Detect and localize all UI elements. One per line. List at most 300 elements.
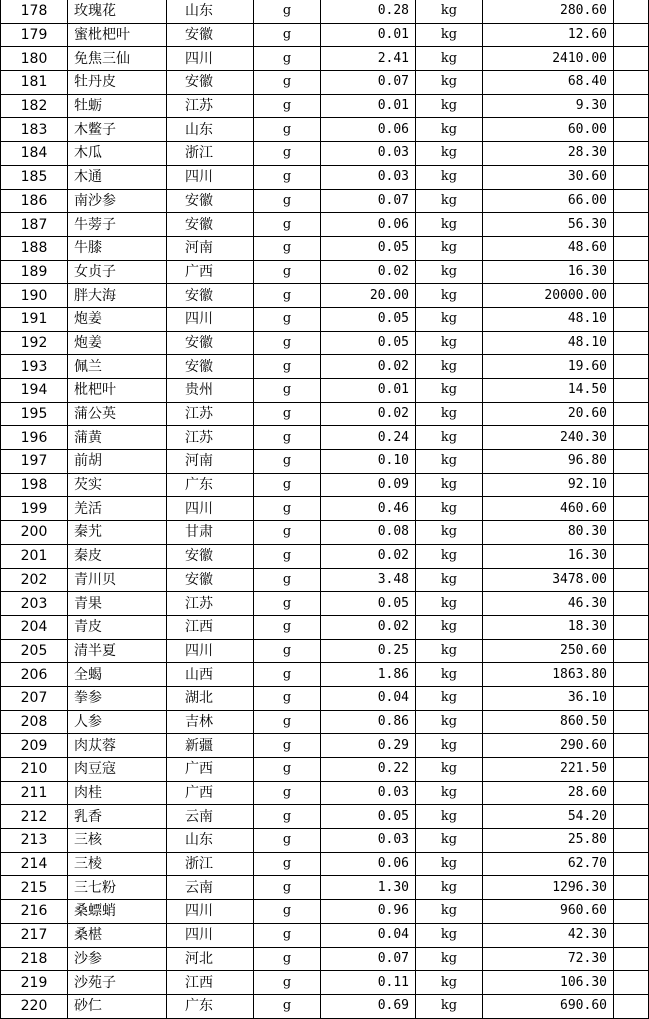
table-row bbox=[1, 23, 649, 47]
price-unit-cell: kg bbox=[416, 592, 483, 616]
row-number-cell: 202 bbox=[1, 568, 68, 592]
origin-province-cell: 四川 bbox=[167, 165, 254, 189]
quantity-cell: 0.02 bbox=[321, 544, 416, 568]
herb-name-cell: 胖大海 bbox=[68, 284, 167, 308]
blank-cell bbox=[614, 876, 649, 900]
table-row bbox=[1, 236, 649, 260]
herb-name-cell: 免焦三仙 bbox=[68, 47, 167, 71]
table-row bbox=[1, 781, 649, 805]
price-unit-cell: kg bbox=[416, 473, 483, 497]
amount-cell: 16.30 bbox=[483, 260, 614, 284]
herb-name-cell: 枇杷叶 bbox=[68, 379, 167, 403]
herb-name-cell: 秦皮 bbox=[68, 544, 167, 568]
blank-cell bbox=[614, 213, 649, 237]
quantity-cell: 1.30 bbox=[321, 876, 416, 900]
blank-cell bbox=[614, 686, 649, 710]
dose-unit-cell: g bbox=[254, 0, 321, 23]
blank-cell bbox=[614, 0, 649, 23]
row-number-cell: 178 bbox=[1, 0, 68, 23]
amount-cell: 16.30 bbox=[483, 544, 614, 568]
herb-name-cell: 蒲黄 bbox=[68, 426, 167, 450]
herb-name-cell: 青皮 bbox=[68, 615, 167, 639]
dose-unit-cell: g bbox=[254, 947, 321, 971]
dose-unit-cell: g bbox=[254, 260, 321, 284]
price-unit-cell: kg bbox=[416, 189, 483, 213]
herb-name-cell: 拳参 bbox=[68, 686, 167, 710]
row-number-cell: 216 bbox=[1, 900, 68, 924]
row-number-cell: 196 bbox=[1, 426, 68, 450]
quantity-cell: 0.05 bbox=[321, 805, 416, 829]
row-number-cell: 218 bbox=[1, 947, 68, 971]
table-row bbox=[1, 189, 649, 213]
herb-name-cell: 清半夏 bbox=[68, 639, 167, 663]
blank-cell bbox=[614, 758, 649, 782]
price-unit-cell: kg bbox=[416, 118, 483, 142]
blank-cell bbox=[614, 355, 649, 379]
herb-name-cell: 三七粉 bbox=[68, 876, 167, 900]
row-number-cell: 192 bbox=[1, 331, 68, 355]
dose-unit-cell: g bbox=[254, 568, 321, 592]
dose-unit-cell: g bbox=[254, 284, 321, 308]
herb-name-cell: 肉豆寇 bbox=[68, 758, 167, 782]
amount-cell: 960.60 bbox=[483, 900, 614, 924]
table-row bbox=[1, 900, 649, 924]
quantity-cell: 0.29 bbox=[321, 734, 416, 758]
row-number-cell: 186 bbox=[1, 189, 68, 213]
row-number-cell: 213 bbox=[1, 829, 68, 853]
quantity-cell: 0.03 bbox=[321, 829, 416, 853]
row-number-cell: 180 bbox=[1, 47, 68, 71]
blank-cell bbox=[614, 900, 649, 924]
blank-cell bbox=[614, 402, 649, 426]
dose-unit-cell: g bbox=[254, 615, 321, 639]
row-number-cell: 182 bbox=[1, 94, 68, 118]
herb-name-cell: 肉苁蓉 bbox=[68, 734, 167, 758]
row-number-cell: 211 bbox=[1, 781, 68, 805]
herb-name-cell: 炮姜 bbox=[68, 307, 167, 331]
amount-cell: 19.60 bbox=[483, 355, 614, 379]
origin-province-cell: 安徽 bbox=[167, 23, 254, 47]
origin-province-cell: 安徽 bbox=[167, 355, 254, 379]
table-row bbox=[1, 876, 649, 900]
blank-cell bbox=[614, 923, 649, 947]
origin-province-cell: 安徽 bbox=[167, 213, 254, 237]
table-row bbox=[1, 331, 649, 355]
dose-unit-cell: g bbox=[254, 805, 321, 829]
quantity-cell: 0.06 bbox=[321, 213, 416, 237]
row-number-cell: 188 bbox=[1, 236, 68, 260]
blank-cell bbox=[614, 994, 649, 1018]
row-number-cell: 207 bbox=[1, 686, 68, 710]
quantity-cell: 0.07 bbox=[321, 71, 416, 95]
price-unit-cell: kg bbox=[416, 236, 483, 260]
row-number-cell: 191 bbox=[1, 307, 68, 331]
blank-cell bbox=[614, 829, 649, 853]
row-number-cell: 219 bbox=[1, 971, 68, 995]
dose-unit-cell: g bbox=[254, 47, 321, 71]
row-number-cell: 212 bbox=[1, 805, 68, 829]
amount-cell: 54.20 bbox=[483, 805, 614, 829]
price-unit-cell: kg bbox=[416, 307, 483, 331]
row-number-cell: 193 bbox=[1, 355, 68, 379]
blank-cell bbox=[614, 379, 649, 403]
amount-cell: 25.80 bbox=[483, 829, 614, 853]
blank-cell bbox=[614, 497, 649, 521]
price-unit-cell: kg bbox=[416, 686, 483, 710]
origin-province-cell: 山东 bbox=[167, 829, 254, 853]
quantity-cell: 0.03 bbox=[321, 781, 416, 805]
origin-province-cell: 吉林 bbox=[167, 710, 254, 734]
table-row bbox=[1, 307, 649, 331]
blank-cell bbox=[614, 639, 649, 663]
dose-unit-cell: g bbox=[254, 734, 321, 758]
table-row bbox=[1, 686, 649, 710]
price-unit-cell: kg bbox=[416, 379, 483, 403]
blank-cell bbox=[614, 592, 649, 616]
amount-cell: 96.80 bbox=[483, 450, 614, 474]
price-unit-cell: kg bbox=[416, 781, 483, 805]
amount-cell: 9.30 bbox=[483, 94, 614, 118]
blank-cell bbox=[614, 165, 649, 189]
row-number-cell: 198 bbox=[1, 473, 68, 497]
row-number-cell: 190 bbox=[1, 284, 68, 308]
origin-province-cell: 江苏 bbox=[167, 426, 254, 450]
origin-province-cell: 新疆 bbox=[167, 734, 254, 758]
price-unit-cell: kg bbox=[416, 47, 483, 71]
amount-cell: 48.10 bbox=[483, 331, 614, 355]
blank-cell bbox=[614, 450, 649, 474]
dose-unit-cell: g bbox=[254, 307, 321, 331]
table-row bbox=[1, 592, 649, 616]
blank-cell bbox=[614, 94, 649, 118]
dose-unit-cell: g bbox=[254, 758, 321, 782]
quantity-cell: 0.28 bbox=[321, 0, 416, 23]
price-unit-cell: kg bbox=[416, 971, 483, 995]
amount-cell: 2410.00 bbox=[483, 47, 614, 71]
origin-province-cell: 江苏 bbox=[167, 402, 254, 426]
dose-unit-cell: g bbox=[254, 971, 321, 995]
dose-unit-cell: g bbox=[254, 71, 321, 95]
amount-cell: 20000.00 bbox=[483, 284, 614, 308]
dose-unit-cell: g bbox=[254, 189, 321, 213]
amount-cell: 56.30 bbox=[483, 213, 614, 237]
quantity-cell: 0.05 bbox=[321, 236, 416, 260]
quantity-cell: 0.24 bbox=[321, 426, 416, 450]
origin-province-cell: 广西 bbox=[167, 781, 254, 805]
row-number-cell: 189 bbox=[1, 260, 68, 284]
herb-name-cell: 牡丹皮 bbox=[68, 71, 167, 95]
amount-cell: 36.10 bbox=[483, 686, 614, 710]
amount-cell: 28.30 bbox=[483, 142, 614, 166]
dose-unit-cell: g bbox=[254, 165, 321, 189]
blank-cell bbox=[614, 734, 649, 758]
amount-cell: 18.30 bbox=[483, 615, 614, 639]
row-number-cell: 200 bbox=[1, 521, 68, 545]
origin-province-cell: 四川 bbox=[167, 639, 254, 663]
amount-cell: 250.60 bbox=[483, 639, 614, 663]
row-number-cell: 201 bbox=[1, 544, 68, 568]
price-unit-cell: kg bbox=[416, 71, 483, 95]
origin-province-cell: 安徽 bbox=[167, 568, 254, 592]
origin-province-cell: 安徽 bbox=[167, 189, 254, 213]
amount-cell: 290.60 bbox=[483, 734, 614, 758]
blank-cell bbox=[614, 23, 649, 47]
origin-province-cell: 河南 bbox=[167, 236, 254, 260]
table-row bbox=[1, 615, 649, 639]
row-number-cell: 203 bbox=[1, 592, 68, 616]
quantity-cell: 0.96 bbox=[321, 900, 416, 924]
price-unit-cell: kg bbox=[416, 402, 483, 426]
amount-cell: 14.50 bbox=[483, 379, 614, 403]
herb-name-cell: 羌活 bbox=[68, 497, 167, 521]
quantity-cell: 0.69 bbox=[321, 994, 416, 1018]
blank-cell bbox=[614, 260, 649, 284]
amount-cell: 221.50 bbox=[483, 758, 614, 782]
dose-unit-cell: g bbox=[254, 379, 321, 403]
herb-name-cell: 蜜枇杷叶 bbox=[68, 23, 167, 47]
table-row bbox=[1, 497, 649, 521]
table-row bbox=[1, 639, 649, 663]
quantity-cell: 0.86 bbox=[321, 710, 416, 734]
origin-province-cell: 云南 bbox=[167, 805, 254, 829]
dose-unit-cell: g bbox=[254, 663, 321, 687]
herb-name-cell: 牛蒡子 bbox=[68, 213, 167, 237]
herb-name-cell: 沙参 bbox=[68, 947, 167, 971]
amount-cell: 20.60 bbox=[483, 402, 614, 426]
quantity-cell: 0.05 bbox=[321, 331, 416, 355]
row-number-cell: 184 bbox=[1, 142, 68, 166]
table-row bbox=[1, 165, 649, 189]
amount-cell: 3478.00 bbox=[483, 568, 614, 592]
amount-cell: 12.60 bbox=[483, 23, 614, 47]
dose-unit-cell: g bbox=[254, 639, 321, 663]
price-unit-cell: kg bbox=[416, 497, 483, 521]
quantity-cell: 0.07 bbox=[321, 947, 416, 971]
row-number-cell: 194 bbox=[1, 379, 68, 403]
price-unit-cell: kg bbox=[416, 994, 483, 1018]
price-unit-cell: kg bbox=[416, 521, 483, 545]
dose-unit-cell: g bbox=[254, 402, 321, 426]
table-row bbox=[1, 521, 649, 545]
row-number-cell: 181 bbox=[1, 71, 68, 95]
table-row bbox=[1, 0, 649, 23]
quantity-cell: 0.02 bbox=[321, 355, 416, 379]
dose-unit-cell: g bbox=[254, 900, 321, 924]
dose-unit-cell: g bbox=[254, 521, 321, 545]
price-unit-cell: kg bbox=[416, 947, 483, 971]
price-unit-cell: kg bbox=[416, 142, 483, 166]
dose-unit-cell: g bbox=[254, 473, 321, 497]
price-unit-cell: kg bbox=[416, 923, 483, 947]
row-number-cell: 208 bbox=[1, 710, 68, 734]
herb-name-cell: 桑椹 bbox=[68, 923, 167, 947]
origin-province-cell: 安徽 bbox=[167, 284, 254, 308]
quantity-cell: 0.08 bbox=[321, 521, 416, 545]
amount-cell: 106.30 bbox=[483, 971, 614, 995]
dose-unit-cell: g bbox=[254, 544, 321, 568]
row-number-cell: 215 bbox=[1, 876, 68, 900]
amount-cell: 46.30 bbox=[483, 592, 614, 616]
amount-cell: 860.50 bbox=[483, 710, 614, 734]
herb-name-cell: 玫瑰花 bbox=[68, 0, 167, 23]
table-row bbox=[1, 118, 649, 142]
quantity-cell: 2.41 bbox=[321, 47, 416, 71]
herb-name-cell: 三核 bbox=[68, 829, 167, 853]
herb-name-cell: 炮姜 bbox=[68, 331, 167, 355]
table-row bbox=[1, 402, 649, 426]
herb-name-cell: 前胡 bbox=[68, 450, 167, 474]
quantity-cell: 0.22 bbox=[321, 758, 416, 782]
blank-cell bbox=[614, 663, 649, 687]
dose-unit-cell: g bbox=[254, 852, 321, 876]
price-unit-cell: kg bbox=[416, 615, 483, 639]
blank-cell bbox=[614, 307, 649, 331]
dose-unit-cell: g bbox=[254, 355, 321, 379]
row-number-cell: 199 bbox=[1, 497, 68, 521]
quantity-cell: 0.25 bbox=[321, 639, 416, 663]
quantity-cell: 0.03 bbox=[321, 142, 416, 166]
blank-cell bbox=[614, 521, 649, 545]
quantity-cell: 0.06 bbox=[321, 118, 416, 142]
quantity-cell: 0.03 bbox=[321, 165, 416, 189]
amount-cell: 92.10 bbox=[483, 473, 614, 497]
dose-unit-cell: g bbox=[254, 331, 321, 355]
herb-name-cell: 芡实 bbox=[68, 473, 167, 497]
origin-province-cell: 甘肃 bbox=[167, 521, 254, 545]
row-number-cell: 195 bbox=[1, 402, 68, 426]
origin-province-cell: 广西 bbox=[167, 260, 254, 284]
blank-cell bbox=[614, 142, 649, 166]
origin-province-cell: 云南 bbox=[167, 876, 254, 900]
blank-cell bbox=[614, 781, 649, 805]
table-row bbox=[1, 805, 649, 829]
table-row bbox=[1, 450, 649, 474]
origin-province-cell: 四川 bbox=[167, 307, 254, 331]
herb-name-cell: 人参 bbox=[68, 710, 167, 734]
amount-cell: 72.30 bbox=[483, 947, 614, 971]
herb-name-cell: 沙苑子 bbox=[68, 971, 167, 995]
quantity-cell: 1.86 bbox=[321, 663, 416, 687]
amount-cell: 60.00 bbox=[483, 118, 614, 142]
price-unit-cell: kg bbox=[416, 900, 483, 924]
row-number-cell: 183 bbox=[1, 118, 68, 142]
origin-province-cell: 浙江 bbox=[167, 142, 254, 166]
row-number-cell: 187 bbox=[1, 213, 68, 237]
quantity-cell: 0.06 bbox=[321, 852, 416, 876]
blank-cell bbox=[614, 331, 649, 355]
table-row bbox=[1, 971, 649, 995]
amount-cell: 68.40 bbox=[483, 71, 614, 95]
price-unit-cell: kg bbox=[416, 426, 483, 450]
quantity-cell: 0.01 bbox=[321, 94, 416, 118]
dose-unit-cell: g bbox=[254, 686, 321, 710]
herb-name-cell: 南沙参 bbox=[68, 189, 167, 213]
table-row bbox=[1, 473, 649, 497]
quantity-cell: 0.11 bbox=[321, 971, 416, 995]
dose-unit-cell: g bbox=[254, 426, 321, 450]
quantity-cell: 0.04 bbox=[321, 923, 416, 947]
dose-unit-cell: g bbox=[254, 450, 321, 474]
blank-cell bbox=[614, 47, 649, 71]
origin-province-cell: 安徽 bbox=[167, 331, 254, 355]
amount-cell: 80.30 bbox=[483, 521, 614, 545]
blank-cell bbox=[614, 71, 649, 95]
dose-unit-cell: g bbox=[254, 994, 321, 1018]
dose-unit-cell: g bbox=[254, 781, 321, 805]
blank-cell bbox=[614, 852, 649, 876]
origin-province-cell: 河北 bbox=[167, 947, 254, 971]
origin-province-cell: 山东 bbox=[167, 0, 254, 23]
price-unit-cell: kg bbox=[416, 284, 483, 308]
price-unit-cell: kg bbox=[416, 876, 483, 900]
herb-name-cell: 蒲公英 bbox=[68, 402, 167, 426]
origin-province-cell: 河南 bbox=[167, 450, 254, 474]
amount-cell: 66.00 bbox=[483, 189, 614, 213]
quantity-cell: 0.02 bbox=[321, 260, 416, 284]
blank-cell bbox=[614, 426, 649, 450]
table-row bbox=[1, 426, 649, 450]
table-row bbox=[1, 142, 649, 166]
table-row bbox=[1, 710, 649, 734]
price-table-body bbox=[1, 0, 649, 1018]
origin-province-cell: 广西 bbox=[167, 758, 254, 782]
herb-name-cell: 佩兰 bbox=[68, 355, 167, 379]
price-unit-cell: kg bbox=[416, 544, 483, 568]
dose-unit-cell: g bbox=[254, 497, 321, 521]
quantity-cell: 0.02 bbox=[321, 402, 416, 426]
blank-cell bbox=[614, 544, 649, 568]
dose-unit-cell: g bbox=[254, 592, 321, 616]
dose-unit-cell: g bbox=[254, 142, 321, 166]
table-row bbox=[1, 355, 649, 379]
herb-name-cell: 木通 bbox=[68, 165, 167, 189]
dose-unit-cell: g bbox=[254, 923, 321, 947]
quantity-cell: 0.46 bbox=[321, 497, 416, 521]
dose-unit-cell: g bbox=[254, 236, 321, 260]
row-number-cell: 214 bbox=[1, 852, 68, 876]
price-unit-cell: kg bbox=[416, 450, 483, 474]
price-unit-cell: kg bbox=[416, 355, 483, 379]
origin-province-cell: 山东 bbox=[167, 118, 254, 142]
origin-province-cell: 四川 bbox=[167, 47, 254, 71]
amount-cell: 240.30 bbox=[483, 426, 614, 450]
herb-name-cell: 肉桂 bbox=[68, 781, 167, 805]
herb-name-cell: 牛膝 bbox=[68, 236, 167, 260]
origin-province-cell: 贵州 bbox=[167, 379, 254, 403]
quantity-cell: 20.00 bbox=[321, 284, 416, 308]
quantity-cell: 0.05 bbox=[321, 592, 416, 616]
table-row bbox=[1, 94, 649, 118]
price-unit-cell: kg bbox=[416, 23, 483, 47]
herb-name-cell: 秦艽 bbox=[68, 521, 167, 545]
blank-cell bbox=[614, 947, 649, 971]
dose-unit-cell: g bbox=[254, 710, 321, 734]
price-unit-cell: kg bbox=[416, 568, 483, 592]
herb-name-cell: 牡蛎 bbox=[68, 94, 167, 118]
amount-cell: 42.30 bbox=[483, 923, 614, 947]
quantity-cell: 0.07 bbox=[321, 189, 416, 213]
quantity-cell: 0.04 bbox=[321, 686, 416, 710]
price-unit-cell: kg bbox=[416, 331, 483, 355]
herb-name-cell: 青果 bbox=[68, 592, 167, 616]
row-number-cell: 209 bbox=[1, 734, 68, 758]
origin-province-cell: 浙江 bbox=[167, 852, 254, 876]
row-number-cell: 197 bbox=[1, 450, 68, 474]
amount-cell: 48.10 bbox=[483, 307, 614, 331]
blank-cell bbox=[614, 236, 649, 260]
price-unit-cell: kg bbox=[416, 829, 483, 853]
price-unit-cell: kg bbox=[416, 260, 483, 284]
